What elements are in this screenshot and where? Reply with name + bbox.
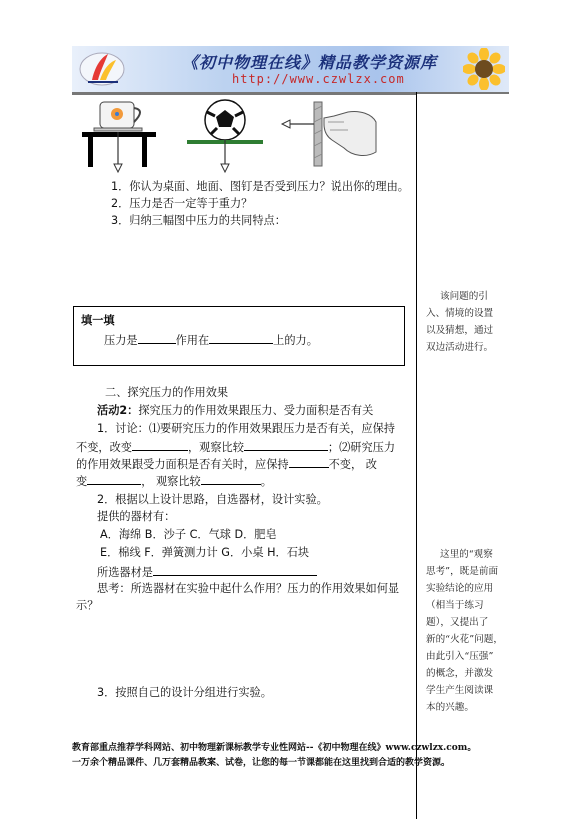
answer-blank[interactable] [209,331,273,344]
experiment-instruction: 3．按照自己的设计分组进行实验。 [97,686,272,699]
thumb-pushing-pin-illustration [278,96,378,176]
discussion-line-4: 变 ， 观察比较 。 [76,472,272,490]
site-logo-icon [78,50,126,88]
materials-row-2: E．棉线 F．弹簧测力计 G．小桌 H．石块 [100,546,310,559]
cup-on-table-illustration [80,96,158,176]
question-3: 3．归纳三幅图中压力的共同特点： [111,214,286,227]
ball-on-ground-illustration [185,96,265,176]
banner-url-link[interactable]: http://www.czwlzx.com [232,72,405,86]
margin-divider [416,92,417,819]
footer-line-2: 一万余个精品课件、几万套精品教案、试卷，让您的每一节课都能在这里找到合适的教学资源。 [72,758,451,768]
answer-blank[interactable] [201,472,261,485]
discussion-line-1: 1．讨论：⑴要研究压力的作用效果跟压力是否有关，应保持 [97,422,395,435]
fill-in-title: 填一填 [81,314,115,327]
sidebar-note-1: 该问题的引 入、情境的设置 以及猜想，通过 双边活动进行。 [426,291,494,353]
answer-blank[interactable] [289,455,329,468]
materials-label: 提供的器材有： [97,510,176,523]
header-banner [72,46,509,94]
answer-blank[interactable] [132,438,188,451]
answer-blank[interactable] [244,438,328,451]
section-heading: 二、探究压力的作用效果 [105,386,229,399]
discussion-line-2: 不变，改变 ，观察比较 ；⑵研究压力 [76,438,395,456]
sidebar-note-2: 这里的“观察 思考”，既是前面 实验结论的应用 （相当于练习 题），又提出了 新的“火花”问题， 由此引入“压强” 的概念，并激发 学生产生阅读课 本的兴趣。 [426,549,503,713]
header-rule [72,94,417,95]
think-question: 思考：所选器材在实验中起什么作用？压力的作用效果如何显 [97,582,400,595]
question-1: 1．你认为桌面、地面、图钉是否受到压力？说出你的理由。 [111,180,409,193]
discussion-line-3: 的作用效果跟受力面积是否有关时，应保持 不变， 改 [76,455,377,473]
design-instruction: 2．根据以上设计思路，自选器材，设计实验。 [97,493,328,506]
answer-blank[interactable] [153,563,317,576]
think-question-cont: 示？ [76,599,99,612]
answer-blank[interactable] [138,331,176,344]
fill-in-sentence: 压力是 作用在 上的力。 [104,331,318,349]
answer-blank[interactable] [87,472,141,485]
materials-row-1: A．海绵 B．沙子 C．气球 D．肥皂 [100,528,277,541]
selected-materials: 所选器材是 [97,563,317,581]
sunflower-icon [463,48,505,90]
footer-line-1: 教育部重点推荐学科网站、初中物理新课标教学专业性网站--《初中物理在线》www.czwlzx.com。 [72,743,477,753]
question-2: 2．压力是否一定等于重力？ [111,197,253,210]
banner-title: 《初中物理在线》精品教学资源库 [182,53,438,72]
activity-2: 活动2：探究压力的作用效果跟压力、受力面积是否有关 [97,404,374,417]
